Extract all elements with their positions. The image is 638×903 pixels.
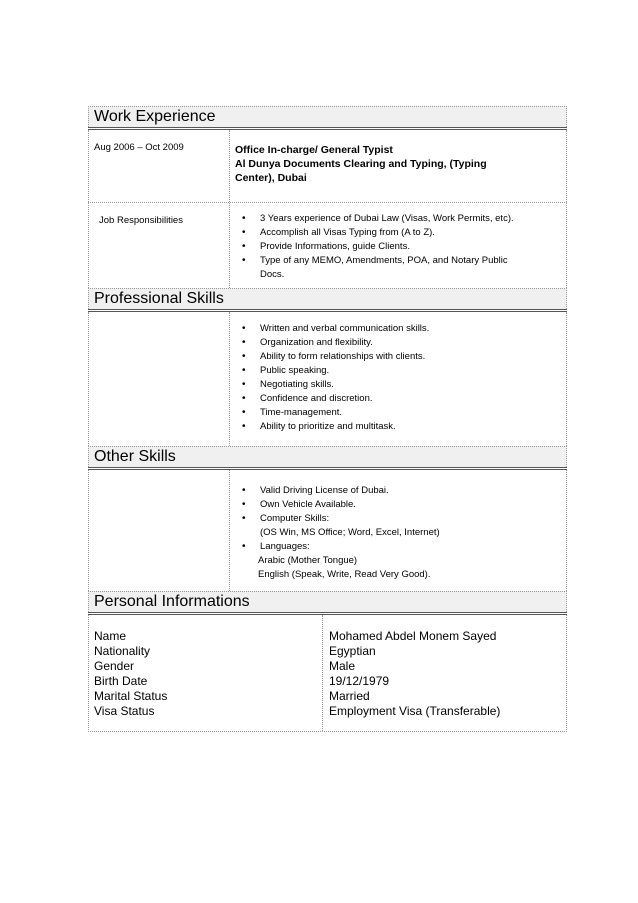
value-visa-status: Employment Visa (Transferable) (329, 704, 501, 718)
responsibilities-label: Job Responsibilities (99, 215, 183, 226)
section-title: Work Experience (94, 108, 216, 125)
personal-values (329, 629, 500, 719)
value-birth-date: 19/12/1979 (329, 674, 390, 688)
responsibilities-list (235, 212, 555, 282)
other-skills-list (235, 484, 555, 582)
label-marital-status: Marital Status (94, 689, 168, 703)
list-item: • Negotiating skills. (242, 379, 334, 390)
section-header-other-skills (88, 446, 567, 467)
section-title: Professional Skills (94, 290, 224, 307)
column-divider (229, 130, 230, 202)
cv-document (88, 106, 567, 732)
list-item: • Provide Informations, guide Clients. (242, 241, 410, 252)
list-item: • Ability to form relationships with clients. (242, 351, 426, 362)
list-item: • Public speaking. (242, 365, 330, 376)
section-header-personal-informations (88, 591, 567, 612)
responsibilities-row (88, 203, 567, 288)
list-item: • Valid Driving License of Dubai. (242, 485, 389, 496)
personal-labels (94, 629, 167, 719)
employer-line: Center), Dubai (235, 172, 307, 184)
column-divider (229, 203, 230, 288)
job-title: Office In-charge/ General Typist (235, 144, 393, 156)
list-item: • Languages: Arabic (Mother Tongue) English (Speak, Write, Read Very Good). (242, 541, 431, 580)
employment-dates: Aug 2006 – Oct 2009 (94, 142, 184, 153)
list-item: • Accomplish all Visas Typing from (A to Z). (242, 227, 435, 238)
label-birth-date: Birth Date (94, 674, 148, 688)
list-item: • Written and verbal communication skills. (242, 323, 430, 334)
column-divider (229, 312, 230, 446)
list-item: • Time-management. (242, 407, 343, 418)
list-item: • 3 Years experience of Dubai Law (Visas, Work Permits, etc). (242, 213, 514, 224)
label-visa-status: Visa Status (94, 704, 155, 718)
column-divider (322, 615, 323, 731)
other-skills-row (88, 470, 567, 591)
section-title: Personal Informations (94, 593, 250, 610)
list-item: • Confidence and discretion. (242, 393, 373, 404)
value-nationality: Egyptian (329, 644, 376, 658)
professional-skills-row (88, 312, 567, 446)
professional-skills-list (235, 322, 555, 434)
label-gender: Gender (94, 659, 135, 673)
value-marital-status: Married (329, 689, 370, 703)
work-entry-row (88, 130, 567, 202)
list-item: • Ability to prioritize and multitask. (242, 421, 396, 432)
list-item: • Organization and flexibility. (242, 337, 373, 348)
section-title: Other Skills (94, 448, 176, 465)
list-item: • Type of any MEMO, Amendments, POA, and Notary Public Docs. (242, 255, 508, 280)
label-nationality: Nationality (94, 644, 151, 658)
value-gender: Male (329, 659, 356, 673)
list-item: • Computer Skills: (OS Win, MS Office; Word, Excel, Internet) (242, 513, 440, 538)
list-item: • Own Vehicle Available. (242, 499, 356, 510)
job-title-block (235, 143, 545, 185)
employer-line: Al Dunya Documents Clearing and Typing, (Typing (235, 158, 487, 170)
personal-info-row (88, 615, 567, 732)
section-header-work-experience (88, 106, 567, 127)
section-header-professional-skills (88, 288, 567, 309)
label-name: Name (94, 629, 127, 643)
value-name: Mohamed Abdel Monem Sayed (329, 629, 497, 643)
column-divider (229, 470, 230, 591)
